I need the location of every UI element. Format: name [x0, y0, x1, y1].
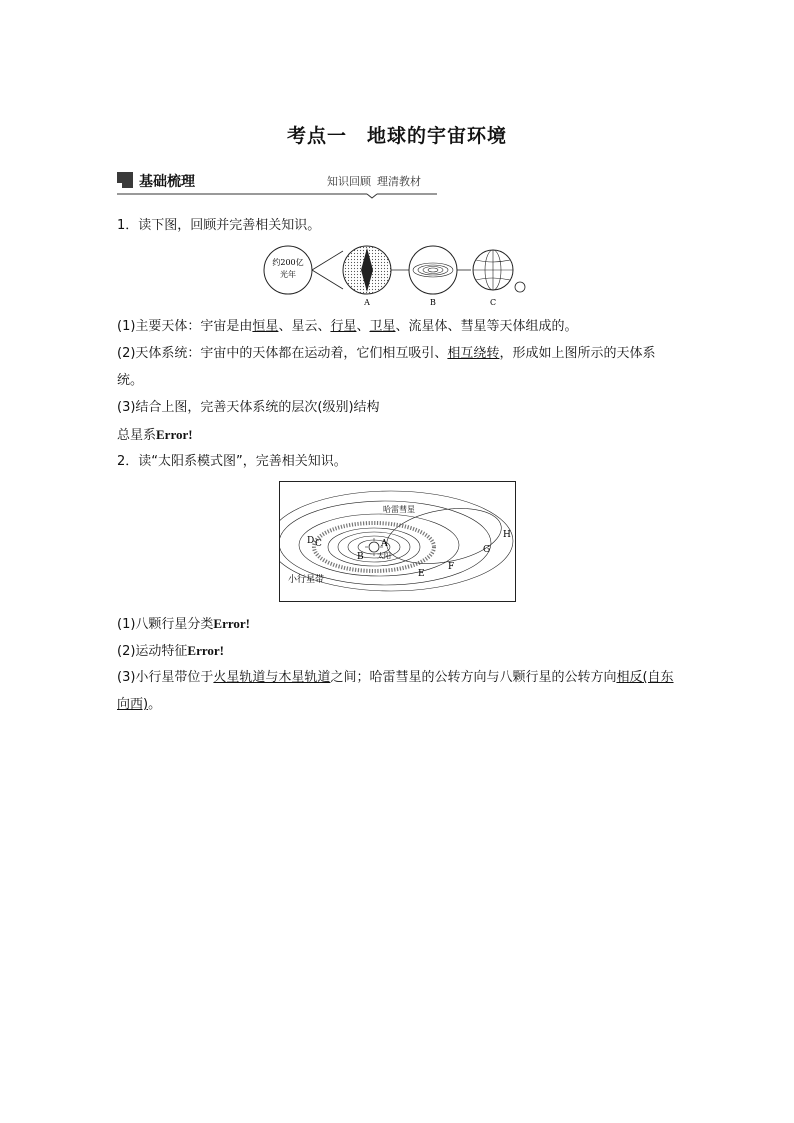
planet-label-e: E	[418, 569, 425, 579]
sun-icon	[369, 542, 379, 552]
figure-label-a: A	[364, 298, 370, 307]
universe-unit-text: 光年	[280, 270, 296, 279]
planet-label-d: D	[307, 536, 315, 546]
error-field: Error!	[187, 643, 224, 658]
q2-paragraph-1: (1)八颗行星分类Error!	[117, 616, 250, 632]
comet-label: 哈雷彗星	[383, 505, 415, 514]
section-subtitle-2: 理清教材	[377, 175, 421, 188]
section-header	[117, 169, 437, 197]
answer-blank: 行星	[330, 319, 357, 334]
answer-blank: 恒星	[252, 319, 279, 334]
planet-label-b: B	[357, 552, 364, 562]
q1-paragraph-1: (1)主要天体：宇宙是由恒星、星云、行星、卫星、流星体、彗星等天体组成的。	[117, 319, 578, 334]
planet-label-a: A	[381, 539, 388, 549]
section-subtitle	[327, 173, 427, 189]
solar-system-figure	[279, 481, 516, 602]
q1-paragraph-2: (2)天体系统：宇宙中的天体都在运动着，它们相互吸引、相互绕转，形成如上图所示的天体系统。	[117, 346, 656, 388]
section-divider	[117, 192, 437, 200]
figure-label-c: C	[489, 298, 497, 307]
q1-paragraph-4: 总星系Error!	[117, 427, 193, 443]
planet-label-g: G	[483, 545, 491, 555]
sun-label: 太阳	[377, 552, 391, 560]
section-square-icon	[117, 172, 133, 188]
answer-blank: 火星轨道与木星轨道	[213, 670, 331, 685]
asteroid-belt-label: 小行星带	[288, 575, 325, 585]
page-title: 考点一 地球的宇宙环境	[286, 125, 507, 147]
answer-blank: 相反(自东向西)	[117, 670, 674, 712]
q2-paragraph-2: (2)运动特征Error!	[117, 643, 224, 659]
figure-label-b: B	[430, 298, 436, 307]
q2-paragraph-3: (3)小行星带位于火星轨道与木星轨道之间；哈雷彗星的公转方向与八颗行星的公转方向相反(自东向西)。	[117, 670, 674, 712]
solar-system-circle	[409, 246, 457, 294]
error-field: Error!	[213, 616, 250, 631]
q2-intro: 2．读“太阳系模式图”，完善相关知识。	[117, 454, 347, 469]
answer-blank: 卫星	[369, 319, 396, 334]
section-label: 基础梳理	[139, 174, 195, 190]
planet-label-h: H	[503, 530, 511, 540]
moon-circle	[515, 282, 525, 292]
q1-paragraph-3: (3)结合上图，完善天体系统的层次(级别)结构	[117, 400, 380, 415]
planet-label-c: C	[315, 539, 322, 549]
q1-intro: 1．读下图，回顾并完善相关知识。	[117, 218, 321, 233]
answer-blank: 相互绕转	[447, 346, 500, 361]
universe-size-text: 约200亿	[272, 258, 304, 267]
celestial-hierarchy-figure	[263, 243, 531, 311]
error-field: Error!	[156, 427, 193, 442]
planet-label-f: F	[448, 562, 455, 572]
section-subtitle-1: 知识回顾	[327, 175, 371, 188]
